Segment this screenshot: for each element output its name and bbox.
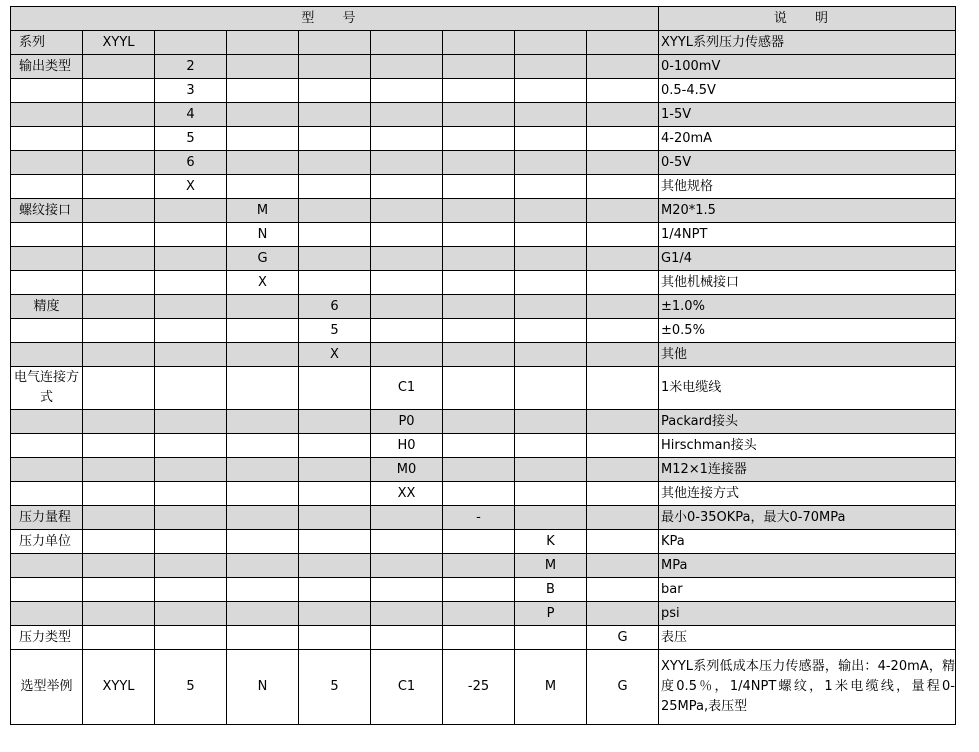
table-row [11,319,956,343]
row-label [11,223,83,247]
row-label [11,554,83,578]
code-cell [155,319,227,343]
row-description: 0-100mV [659,55,956,79]
code-cell [83,175,155,199]
code-cell [83,530,155,554]
code-cell [227,602,299,626]
code-cell [515,79,587,103]
code-cell: XYYL [83,31,155,55]
code-cell [83,343,155,367]
code-cell [83,578,155,602]
code-cell [515,223,587,247]
code-cell: K [515,530,587,554]
code-cell [299,458,371,482]
code-cell [371,578,443,602]
row-description: Hirschman接头 [659,434,956,458]
code-cell [443,530,515,554]
code-cell [155,271,227,295]
code-cell [371,199,443,223]
code-cell [83,482,155,506]
code-cell [83,626,155,650]
code-cell [227,319,299,343]
code-cell [443,127,515,151]
code-cell [83,103,155,127]
row-description: 0.5-4.5V [659,79,956,103]
row-description: M20*1.5 [659,199,956,223]
model-selection-table-wrapper [10,6,956,725]
row-label [11,578,83,602]
code-cell [299,247,371,271]
code-cell [443,482,515,506]
code-cell: N [227,650,299,725]
code-cell [587,223,659,247]
row-description: 1/4NPT [659,223,956,247]
code-cell [443,602,515,626]
row-description: G1/4 [659,247,956,271]
code-cell [83,127,155,151]
code-cell [515,434,587,458]
table-row [11,247,956,271]
code-cell [83,410,155,434]
code-cell: X [299,343,371,367]
code-cell [515,103,587,127]
row-description: Packard接头 [659,410,956,434]
code-cell [227,343,299,367]
code-cell [515,295,587,319]
table-row [11,295,956,319]
code-cell [587,151,659,175]
code-cell [443,151,515,175]
row-label [11,175,83,199]
code-cell: 5 [299,319,371,343]
table-row [11,626,956,650]
code-cell [227,103,299,127]
code-cell: XX [371,482,443,506]
table-row [11,554,956,578]
code-cell [371,79,443,103]
code-cell [443,434,515,458]
code-cell: N [227,223,299,247]
row-label [11,602,83,626]
code-cell [155,626,227,650]
code-cell [443,199,515,223]
code-cell: P [515,602,587,626]
code-cell [515,367,587,410]
code-cell [443,31,515,55]
row-description: 4-20mA [659,127,956,151]
code-cell [83,199,155,223]
code-cell [515,410,587,434]
row-label [11,482,83,506]
row-description: M12×1连接器 [659,458,956,482]
code-cell [371,31,443,55]
code-cell [443,626,515,650]
table-row [11,602,956,626]
table-row [11,31,956,55]
code-cell [371,247,443,271]
code-cell [443,343,515,367]
code-cell [299,31,371,55]
code-cell [299,506,371,530]
code-cell [155,578,227,602]
row-description: 0-5V [659,151,956,175]
code-cell [371,223,443,247]
code-cell [443,175,515,199]
code-cell [587,458,659,482]
header-description: 说 明 [659,7,956,31]
code-cell [371,103,443,127]
code-cell [587,295,659,319]
code-cell [443,79,515,103]
code-cell [371,295,443,319]
code-cell [155,295,227,319]
code-cell [515,458,587,482]
code-cell [299,151,371,175]
code-cell [227,55,299,79]
table-row [11,199,956,223]
code-cell [227,458,299,482]
code-cell: 5 [299,650,371,725]
code-cell [587,247,659,271]
code-cell: M [515,650,587,725]
code-cell [371,55,443,79]
code-cell [227,175,299,199]
row-label [11,271,83,295]
code-cell [83,554,155,578]
row-description: ±0.5% [659,319,956,343]
code-cell [227,530,299,554]
code-cell [155,554,227,578]
table-row [11,434,956,458]
code-cell [155,530,227,554]
row-description: bar [659,578,956,602]
code-cell [587,578,659,602]
row-label [11,458,83,482]
row-label: 压力类型 [11,626,83,650]
code-cell [227,626,299,650]
table-row [11,127,956,151]
header-row [11,7,956,31]
row-label [11,319,83,343]
code-cell [587,55,659,79]
code-cell [587,319,659,343]
code-cell [443,223,515,247]
code-cell [515,55,587,79]
code-cell [299,271,371,295]
row-label [11,127,83,151]
code-cell [299,223,371,247]
row-label [11,247,83,271]
code-cell [83,319,155,343]
code-cell [515,343,587,367]
code-cell [227,151,299,175]
row-label [11,151,83,175]
code-cell [155,458,227,482]
row-description: XYYL系列低成本压力传感器，输出：4-20mA，精度0.5％，1/4NPT螺纹，1米电缆线，量程0-25MPa,表压型 [659,650,956,725]
code-cell [155,223,227,247]
code-cell: 6 [299,295,371,319]
row-label [11,434,83,458]
code-cell [299,626,371,650]
code-cell: M [227,199,299,223]
code-cell [515,31,587,55]
table-row [11,530,956,554]
table-row [11,367,956,410]
table-row [11,650,956,725]
table-row [11,506,956,530]
code-cell [299,55,371,79]
code-cell: -25 [443,650,515,725]
code-cell [443,55,515,79]
row-label: 选型举例 [11,650,83,725]
code-cell: G [227,247,299,271]
code-cell [83,295,155,319]
code-cell [227,367,299,410]
row-description: 1米电缆线 [659,367,956,410]
code-cell [371,319,443,343]
row-description: ±1.0% [659,295,956,319]
row-description: 1-5V [659,103,956,127]
code-cell [515,247,587,271]
code-cell [371,530,443,554]
row-description: 其他规格 [659,175,956,199]
code-cell: G [587,650,659,725]
row-description: 其他机械接口 [659,271,956,295]
code-cell [587,410,659,434]
code-cell [83,367,155,410]
table-row [11,103,956,127]
code-cell: 2 [155,55,227,79]
table-row [11,482,956,506]
code-cell: XYYL [83,650,155,725]
code-cell: C1 [371,367,443,410]
row-label: 电气连接方式 [11,367,83,410]
code-cell [515,482,587,506]
code-cell: B [515,578,587,602]
code-cell [83,223,155,247]
table-row [11,175,956,199]
code-cell [587,506,659,530]
code-cell [227,295,299,319]
code-cell [299,602,371,626]
code-cell [227,434,299,458]
code-cell: H0 [371,434,443,458]
code-cell [299,410,371,434]
code-cell [227,578,299,602]
row-label: 压力量程 [11,506,83,530]
code-cell [155,343,227,367]
row-description: MPa [659,554,956,578]
code-cell [587,199,659,223]
code-cell [371,554,443,578]
row-description: 其他连接方式 [659,482,956,506]
code-cell: 5 [155,650,227,725]
code-cell [227,79,299,103]
code-cell [299,530,371,554]
code-cell [587,271,659,295]
code-cell [587,434,659,458]
row-description: XYYL系列压力传感器 [659,31,956,55]
code-cell [515,626,587,650]
row-label [11,103,83,127]
code-cell [299,554,371,578]
code-cell [443,554,515,578]
code-cell [227,554,299,578]
row-label: 系列 [11,31,83,55]
code-cell [371,343,443,367]
table-row [11,223,956,247]
code-cell [155,367,227,410]
code-cell [587,602,659,626]
row-label: 精度 [11,295,83,319]
row-label [11,79,83,103]
table-row [11,55,956,79]
code-cell [83,55,155,79]
code-cell [83,434,155,458]
code-cell [83,602,155,626]
code-cell [371,506,443,530]
row-description: KPa [659,530,956,554]
code-cell [83,506,155,530]
code-cell: 6 [155,151,227,175]
code-cell [371,127,443,151]
code-cell [371,175,443,199]
code-cell [155,434,227,458]
code-cell [515,271,587,295]
code-cell [443,410,515,434]
row-label [11,343,83,367]
row-description: 最小0-35OKPa，最大0-70MPa [659,506,956,530]
code-cell [299,175,371,199]
code-cell [443,458,515,482]
code-cell: M0 [371,458,443,482]
code-cell [515,151,587,175]
table-row [11,458,956,482]
code-cell [83,79,155,103]
code-cell [155,199,227,223]
row-description: psi [659,602,956,626]
code-cell: M [515,554,587,578]
code-cell [299,482,371,506]
row-description: 其他 [659,343,956,367]
code-cell [227,506,299,530]
code-cell: X [155,175,227,199]
code-cell [587,175,659,199]
code-cell [443,319,515,343]
code-cell [587,554,659,578]
code-cell [227,410,299,434]
row-label: 压力单位 [11,530,83,554]
code-cell [587,343,659,367]
code-cell [443,103,515,127]
code-cell [155,410,227,434]
table-row [11,271,956,295]
code-cell [299,199,371,223]
row-label [11,410,83,434]
table-row [11,151,956,175]
code-cell [155,482,227,506]
code-cell [587,530,659,554]
table-row [11,79,956,103]
code-cell: P0 [371,410,443,434]
code-cell [587,482,659,506]
code-cell [587,103,659,127]
code-cell [83,458,155,482]
code-cell [371,271,443,295]
code-cell [299,578,371,602]
header-model: 型 号 [11,7,659,31]
code-cell [299,434,371,458]
code-cell [299,79,371,103]
code-cell [227,127,299,151]
table-row [11,410,956,434]
code-cell [443,295,515,319]
code-cell [443,367,515,410]
code-cell: X [227,271,299,295]
code-cell [227,482,299,506]
code-cell [443,247,515,271]
code-cell [155,31,227,55]
code-cell [299,127,371,151]
code-cell: 4 [155,103,227,127]
model-selection-table [10,6,956,725]
code-cell [371,626,443,650]
code-cell [587,367,659,410]
row-label: 螺纹接口 [11,199,83,223]
code-cell [515,319,587,343]
code-cell [515,127,587,151]
code-cell [587,127,659,151]
code-cell [443,271,515,295]
code-cell [371,151,443,175]
row-description: 表压 [659,626,956,650]
code-cell [155,506,227,530]
code-cell [83,271,155,295]
code-cell [443,578,515,602]
code-cell: 3 [155,79,227,103]
code-cell [587,79,659,103]
code-cell: - [443,506,515,530]
code-cell [515,506,587,530]
table-row [11,578,956,602]
code-cell [587,31,659,55]
code-cell [515,175,587,199]
code-cell [83,151,155,175]
code-cell: C1 [371,650,443,725]
code-cell [83,247,155,271]
row-label: 输出类型 [11,55,83,79]
table-row [11,343,956,367]
code-cell [155,602,227,626]
code-cell [227,31,299,55]
code-cell [515,199,587,223]
code-cell [371,602,443,626]
code-cell [299,367,371,410]
code-cell: G [587,626,659,650]
code-cell [299,103,371,127]
code-cell [155,247,227,271]
code-cell: 5 [155,127,227,151]
